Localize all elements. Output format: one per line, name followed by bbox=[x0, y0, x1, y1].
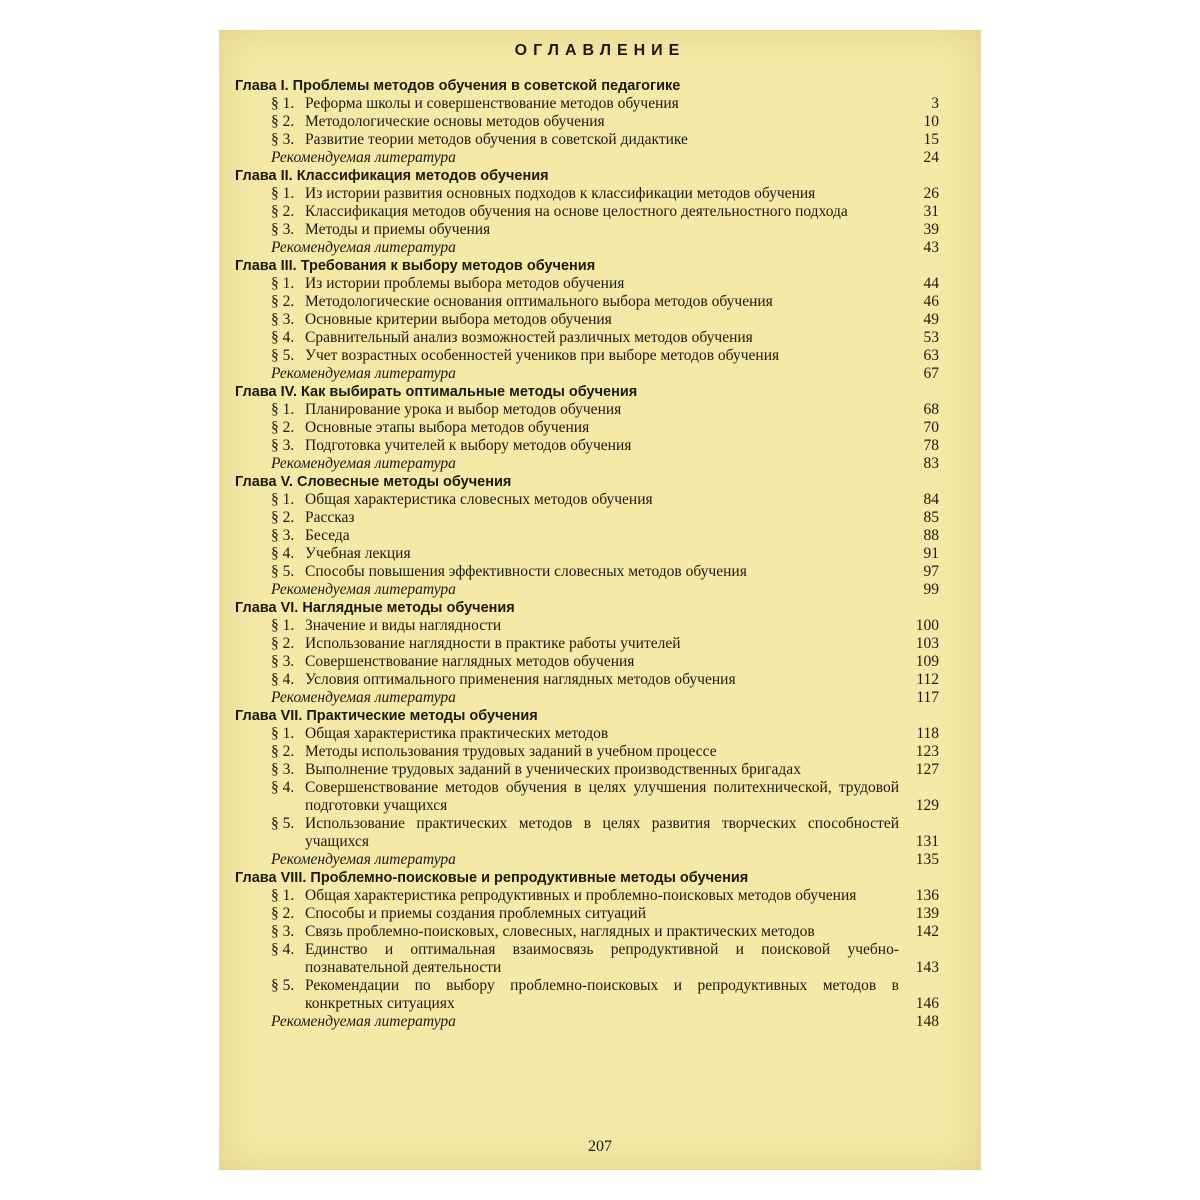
toc-entry bbox=[235, 491, 939, 509]
entry-title: Методологические основы методов обучения bbox=[305, 113, 605, 130]
chapter-heading: Глава VII. Практические методы обучения bbox=[235, 708, 538, 724]
entry-title: Использование наглядности в практике работы учителей bbox=[305, 635, 681, 652]
toc-entry bbox=[235, 347, 939, 365]
section-number: § 1. bbox=[271, 401, 295, 418]
chapter-heading: Глава VIII. Проблемно-поисковые и репродуктивные методы обучения bbox=[235, 870, 749, 886]
entry-page-number: 70 bbox=[923, 419, 939, 436]
section-number: § 5. bbox=[271, 815, 295, 832]
entry-title: Рекомендуемая литература bbox=[271, 149, 456, 166]
entry-title: Рекомендуемая литература bbox=[271, 239, 456, 256]
toc-entry bbox=[235, 293, 939, 311]
entry-title: Беседа bbox=[305, 527, 350, 544]
section-number: § 3. bbox=[271, 761, 295, 778]
chapter-heading: Глава V. Словесные методы обучения bbox=[235, 474, 512, 490]
entry-title: Методы и приемы обучения bbox=[305, 221, 491, 238]
entry-page-number: 142 bbox=[915, 923, 939, 940]
entry-title: Методы использования трудовых заданий в учебном процессе bbox=[305, 743, 717, 760]
section-number: § 2. bbox=[271, 635, 295, 652]
entry-title: Способы и приемы создания проблемных ситуаций bbox=[305, 905, 646, 922]
entry-page-number: 99 bbox=[923, 581, 939, 598]
toc-literature-entry bbox=[235, 581, 939, 599]
toc-entry bbox=[235, 815, 939, 851]
entry-page-number: 117 bbox=[916, 689, 939, 706]
entry-title: Связь проблемно-поисковых, словесных, наглядных и практических методов bbox=[305, 923, 815, 940]
toc-entry bbox=[235, 437, 939, 455]
toc-entry bbox=[235, 221, 939, 239]
table-of-contents bbox=[235, 77, 939, 1031]
entry-title: Общая характеристика репродуктивных и проблемно-поисковых методов обучения bbox=[305, 887, 857, 904]
section-number: § 3. bbox=[271, 923, 295, 940]
page-number: 207 bbox=[588, 1138, 612, 1155]
toc-entry bbox=[235, 185, 939, 203]
entry-page-number: 103 bbox=[915, 635, 939, 652]
chapter-heading: Глава II. Классификация методов обучения bbox=[235, 168, 549, 184]
toc-entry bbox=[235, 527, 939, 545]
entry-page-number: 44 bbox=[923, 275, 939, 292]
section-number: § 2. bbox=[271, 419, 295, 436]
section-number: § 3. bbox=[271, 131, 295, 148]
entry-title: Совершенствование наглядных методов обучения bbox=[305, 653, 635, 670]
toc-literature-entry bbox=[235, 851, 939, 869]
section-number: § 3. bbox=[271, 653, 295, 670]
chapter-heading: Глава I. Проблемы методов обучения в советской педагогике bbox=[235, 78, 681, 94]
section-number: § 4. bbox=[271, 671, 295, 688]
entry-title: Методологические основания оптимального выбора методов обучения bbox=[305, 293, 773, 310]
entry-title: Развитие теории методов обучения в советской дидактике bbox=[305, 131, 688, 148]
entry-page-number: 68 bbox=[923, 401, 939, 418]
toc-entry bbox=[235, 509, 939, 527]
entry-page-number: 83 bbox=[923, 455, 939, 472]
toc-literature-entry bbox=[235, 365, 939, 383]
entry-title: Из истории проблемы выбора методов обучения bbox=[305, 275, 625, 292]
entry-page-number: 67 bbox=[923, 365, 939, 382]
entry-title: Общая характеристика словесных методов обучения bbox=[305, 491, 653, 508]
section-number: § 5. bbox=[271, 347, 295, 364]
entry-page-number: 91 bbox=[923, 545, 939, 562]
section-number: § 3. bbox=[271, 437, 295, 454]
section-number: § 4. bbox=[271, 545, 295, 562]
toc-entry bbox=[235, 725, 939, 743]
toc-entry bbox=[235, 905, 939, 923]
entry-page-number: 39 bbox=[923, 221, 939, 238]
toc-literature-entry bbox=[235, 149, 939, 167]
entry-page-number: 15 bbox=[923, 131, 939, 148]
entry-page-number: 31 bbox=[923, 203, 939, 220]
entry-title: Рассказ bbox=[305, 509, 355, 526]
section-number: § 1. bbox=[271, 185, 295, 202]
entry-page-number: 63 bbox=[923, 347, 939, 364]
entry-page-number: 112 bbox=[916, 671, 939, 688]
entry-title: Общая характеристика практических методов bbox=[305, 725, 609, 742]
toc-entry bbox=[235, 131, 939, 149]
entry-page-number: 43 bbox=[923, 239, 939, 256]
section-number: § 2. bbox=[271, 743, 295, 760]
entry-page-number: 88 bbox=[923, 527, 939, 544]
section-number: § 2. bbox=[271, 509, 295, 526]
section-number: § 2. bbox=[271, 203, 295, 220]
entry-title: Рекомендуемая литература bbox=[271, 851, 456, 868]
toc-entry bbox=[235, 887, 939, 905]
chapter-heading: Глава III. Требования к выбору методов обучения bbox=[235, 258, 596, 274]
chapter-heading: Глава IV. Как выбирать оптимальные методы обучения bbox=[235, 384, 638, 400]
entry-page-number: 24 bbox=[923, 149, 939, 166]
toc-title: ОГЛАВЛЕНИЕ bbox=[514, 42, 686, 59]
toc-entry bbox=[235, 671, 939, 689]
entry-title: Подготовка учителей к выбору методов обучения bbox=[305, 437, 632, 454]
entry-title: Способы повышения эффективности словесных методов обучения bbox=[305, 563, 747, 580]
entry-title: Планирование урока и выбор методов обучения bbox=[305, 401, 622, 418]
entry-title: Выполнение трудовых заданий в ученических производственных бригадах bbox=[305, 761, 801, 778]
entry-page-number: 146 bbox=[915, 995, 939, 1012]
entry-page-number: 53 bbox=[923, 329, 939, 346]
section-number: § 2. bbox=[271, 113, 295, 130]
entry-page-number: 3 bbox=[931, 95, 939, 112]
entry-page-number: 123 bbox=[915, 743, 939, 760]
entry-title: Рекомендуемая литература bbox=[271, 689, 456, 706]
section-number: § 2. bbox=[271, 293, 295, 310]
entry-page-number: 49 bbox=[923, 311, 939, 328]
entry-title: Совершенствование методов обучения в целях улучшения политехнической, трудовой подготовки учащихся bbox=[305, 779, 899, 814]
section-number: § 3. bbox=[271, 221, 295, 238]
toc-entry bbox=[235, 743, 939, 761]
toc-entry bbox=[235, 311, 939, 329]
section-number: § 1. bbox=[271, 95, 295, 112]
entry-page-number: 143 bbox=[915, 959, 939, 976]
entry-page-number: 127 bbox=[915, 761, 939, 778]
toc-entry bbox=[235, 329, 939, 347]
entry-page-number: 139 bbox=[915, 905, 939, 922]
toc-entry bbox=[235, 95, 939, 113]
toc-literature-entry bbox=[235, 1013, 939, 1031]
entry-title: Учебная лекция bbox=[305, 545, 411, 562]
section-number: § 3. bbox=[271, 311, 295, 328]
entry-title: Рекомендуемая литература bbox=[271, 1013, 456, 1030]
section-number: § 1. bbox=[271, 491, 295, 508]
entry-title: Единство и оптимальная взаимосвязь репродуктивной и поисковой учебно-познавательной деятельности bbox=[305, 941, 899, 976]
toc-entry bbox=[235, 401, 939, 419]
section-number: § 1. bbox=[271, 887, 295, 904]
toc-entry bbox=[235, 275, 939, 293]
entry-title: Сравнительный анализ возможностей различных методов обучения bbox=[305, 329, 753, 346]
entry-page-number: 46 bbox=[923, 293, 939, 310]
toc-entry bbox=[235, 203, 939, 221]
entry-page-number: 131 bbox=[915, 833, 939, 850]
toc-entry bbox=[235, 113, 939, 131]
entry-title: Рекомендуемая литература bbox=[271, 455, 456, 472]
entry-title: Рекомендации по выбору проблемно-поисковых и репродуктивных методов в конкретных ситуациях bbox=[305, 977, 899, 1012]
toc-entry bbox=[235, 779, 939, 815]
section-number: § 1. bbox=[271, 725, 295, 742]
toc-entry bbox=[235, 563, 939, 581]
entry-title: Условия оптимального применения наглядных методов обучения bbox=[305, 671, 736, 688]
section-number: § 4. bbox=[271, 941, 295, 958]
entry-title: Основные критерии выбора методов обучения bbox=[305, 311, 612, 328]
section-number: § 4. bbox=[271, 329, 295, 346]
section-number: § 3. bbox=[271, 527, 295, 544]
entry-title: Использование практических методов в целях развития творческих способностей учащихся bbox=[305, 815, 899, 850]
entry-page-number: 26 bbox=[923, 185, 939, 202]
entry-page-number: 148 bbox=[915, 1013, 939, 1030]
entry-page-number: 118 bbox=[916, 725, 939, 742]
entry-title: Из истории развития основных подходов к классификации методов обучения bbox=[305, 185, 816, 202]
section-number: § 2. bbox=[271, 905, 295, 922]
entry-title: Значение и виды наглядности bbox=[305, 617, 502, 634]
toc-entry bbox=[235, 923, 939, 941]
entry-page-number: 129 bbox=[915, 797, 939, 814]
entry-title: Реформа школы и совершенствование методов обучения bbox=[305, 95, 679, 112]
entry-page-number: 84 bbox=[923, 491, 939, 508]
entry-page-number: 97 bbox=[923, 563, 939, 580]
entry-page-number: 136 bbox=[915, 887, 939, 904]
toc-entry bbox=[235, 653, 939, 671]
toc-entry bbox=[235, 941, 939, 977]
entry-page-number: 109 bbox=[915, 653, 939, 670]
section-number: § 1. bbox=[271, 617, 295, 634]
section-number: § 4. bbox=[271, 779, 295, 796]
toc-entry bbox=[235, 977, 939, 1013]
entry-page-number: 10 bbox=[923, 113, 939, 130]
section-number: § 1. bbox=[271, 275, 295, 292]
toc-entry bbox=[235, 617, 939, 635]
toc-literature-entry bbox=[235, 239, 939, 257]
toc-entry bbox=[235, 545, 939, 563]
section-number: § 5. bbox=[271, 977, 295, 994]
entry-page-number: 100 bbox=[915, 617, 939, 634]
section-number: § 5. bbox=[271, 563, 295, 580]
toc-entry bbox=[235, 635, 939, 653]
entry-page-number: 85 bbox=[923, 509, 939, 526]
entry-title: Основные этапы выбора методов обучения bbox=[305, 419, 590, 436]
entry-title: Рекомендуемая литература bbox=[271, 581, 456, 598]
toc-entry bbox=[235, 761, 939, 779]
entry-page-number: 78 bbox=[923, 437, 939, 454]
book-page bbox=[219, 30, 981, 1170]
entry-title: Классификация методов обучения на основе целостного деятельностного подхода bbox=[305, 203, 848, 220]
entry-title: Рекомендуемая литература bbox=[271, 365, 456, 382]
chapter-heading: Глава VI. Наглядные методы обучения bbox=[235, 600, 515, 616]
toc-entry bbox=[235, 419, 939, 437]
toc-literature-entry bbox=[235, 689, 939, 707]
toc-literature-entry bbox=[235, 455, 939, 473]
entry-page-number: 135 bbox=[915, 851, 939, 868]
entry-title: Учет возрастных особенностей учеников при выборе методов обучения bbox=[305, 347, 780, 364]
